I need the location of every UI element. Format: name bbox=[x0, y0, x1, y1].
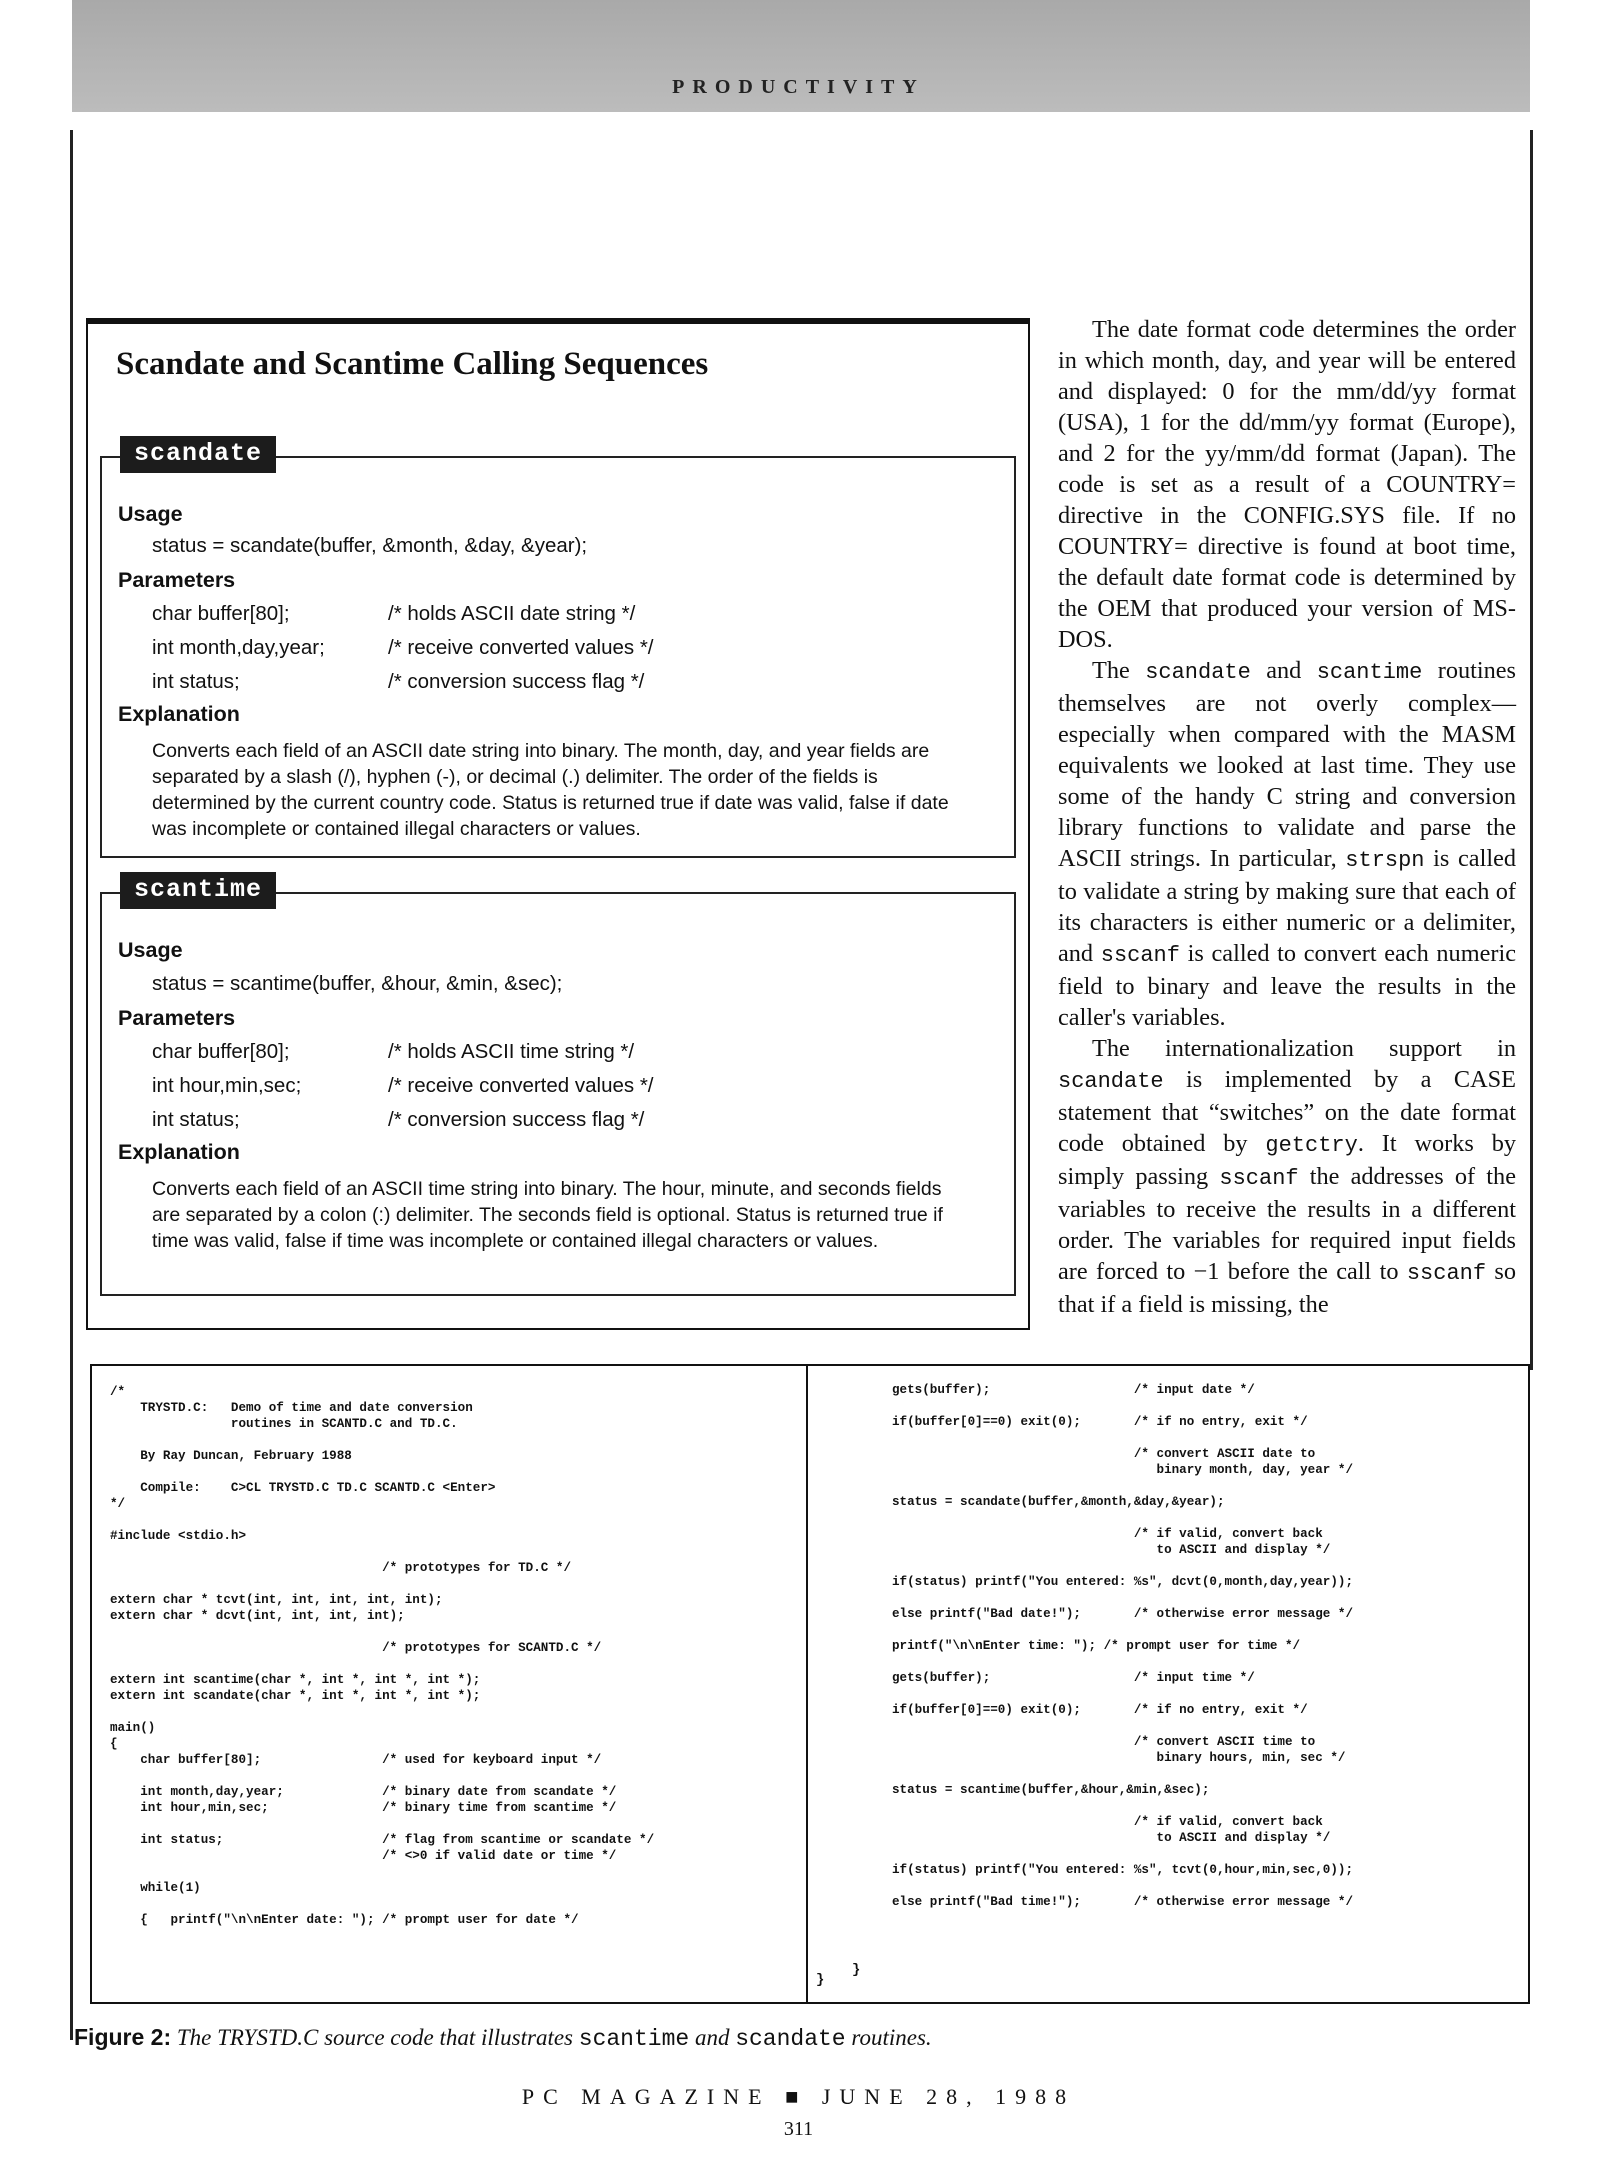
left-rule bbox=[70, 130, 73, 2040]
explanation-text: Converts each field of an ASCII time string into binary. The hour, minute, and seconds fields are separated by a colon (:) delimiter. The seconds field is optional. Status is returned true if time was valid, false if time was incomplete or contained illegal characters or values. bbox=[152, 1178, 943, 1252]
scandate-box bbox=[100, 439, 1016, 858]
param-decl: int month,day,year; bbox=[152, 636, 325, 659]
explanation-heading: Explanation bbox=[118, 1140, 240, 1164]
param-comment: /* holds ASCII time string */ bbox=[388, 1040, 635, 1063]
scantime-tab: scantime bbox=[120, 872, 276, 909]
scandate-tab: scandate bbox=[120, 436, 276, 473]
usage-text: status = scandate(buffer, &month, &day, &year); bbox=[152, 534, 588, 557]
usage-text: status = scantime(buffer, &hour, &min, &sec); bbox=[152, 972, 563, 995]
param-comment: /* receive converted values */ bbox=[388, 1074, 654, 1097]
closing-brace-inner: } bbox=[852, 1962, 861, 1978]
code-column-divider bbox=[806, 1364, 808, 2004]
article-paragraph: The scandate and scantime routines themselves are not overly complex—especially when compared with the MASM equivalents we looked at last time. They use some of the handy C string and conversion library functions to validate and parse the ASCII strings. In particular, strspn is called to validate a string by making sure that each of its characters is either numeric or a delimiter, and sscanf is called to convert each numeric field to binary and leave the results in the caller's variables. bbox=[1058, 657, 1517, 1031]
parameters-heading: Parameters bbox=[118, 568, 236, 592]
page-number: 311 bbox=[783, 2118, 814, 2140]
scantime-box bbox=[100, 875, 1016, 1296]
usage-heading: Usage bbox=[118, 502, 183, 526]
article-paragraph: The date format code determines the order in which month, day, and year will be entered and displayed: 0 for the mm/dd/yy format (USA), 1 for the dd/mm/yy format (Europe), and 2 for the yy/mm/dd format (Japan). The code is set as a result of a COUNTRY= directive in the CONFIG.SYS file. If no COUNTRY= directive is found at boot time, the default date format code is determined by the OEM that produced your version of MS-DOS. bbox=[1058, 316, 1516, 653]
param-decl: int status; bbox=[152, 670, 240, 693]
section-label: PRODUCTIVITY bbox=[672, 76, 925, 98]
parameters-heading: Parameters bbox=[118, 1006, 236, 1030]
closing-brace-outer: } bbox=[816, 1972, 825, 1988]
param-comment: /* conversion success flag */ bbox=[388, 1108, 645, 1131]
param-comment: /* receive converted values */ bbox=[388, 636, 654, 659]
param-decl: char buffer[80]; bbox=[152, 1040, 290, 1063]
param-decl: int hour,min,sec; bbox=[152, 1074, 302, 1097]
figure-caption: Figure 2: The TRYSTD.C source code that illustrates scantime and scandate routines. bbox=[74, 2024, 932, 2052]
article-paragraph: The internationalization support in scandate is implemented by a CASE statement that “switches” on the date format code obtained by getctry. It works by simply passing sscanf the addresses of the variables to receive the results in a different order. The variables for required input fields are forced to −1 before the call to sscanf so that if a field is missing, the bbox=[1058, 1035, 1517, 1318]
footer-publication: PC MAGAZINE ■ JUNE 28, 1988 bbox=[521, 2084, 1076, 2109]
code-listing-left: /* TRYSTD.C: Demo of time and date conversion routines in SCANTD.C and TD.C. By Ray Duncan, February 1988 Compile: C>CL TRYSTD.C TD.C SCANTD.C <Enter> */ #include <stdio.h> /* prototypes for TD.C */ extern char * tcvt(int, int, int, int, int); extern char * dcvt(int, int, int, int); /* prototypes for SCANTD.C */ extern int scantime(char *, int *, int *, int *); extern int scandate(char *, int *, int *, int *); main() { char buffer[80]; /* used for keyboard input */ int month,day,year; /* binary date from scandate */ int hour,min,sec; /* binary time from scantime */ int status; /* flag from scantime or scandate */ /* <>0 if valid date or time */ while(1) { printf("\n\nEnter date: "); /* prompt user for date */ bbox=[110, 1385, 655, 1927]
param-comment: /* conversion success flag */ bbox=[388, 670, 645, 693]
sidebar-title: Scandate and Scantime Calling Sequences bbox=[116, 346, 709, 382]
usage-heading: Usage bbox=[118, 938, 183, 962]
param-comment: /* holds ASCII date string */ bbox=[388, 602, 636, 625]
article-text bbox=[1058, 314, 1516, 1320]
param-decl: char buffer[80]; bbox=[152, 602, 290, 625]
explanation-text: Converts each field of an ASCII date string into binary. The month, day, and year fields are separated by a slash (/), hyphen (-), or decimal (.) delimiter. The order of the fields is determined by the current country code. Status is returned true if date was valid, false if date was incomplete or contained illegal characters or values. bbox=[152, 740, 949, 840]
right-rule bbox=[1530, 130, 1533, 1370]
param-decl: int status; bbox=[152, 1108, 240, 1131]
code-listing-right: gets(buffer); /* input date */ if(buffer[0]==0) exit(0); /* if no entry, exit */ /* convert ASCII date to binary month, day, year */ status = scandate(buffer,&month,&day,&year); /* if valid, convert back to ASCII and display */ if(status) printf("You entered: %s", dcvt(0,month,day,year)); else printf("Bad date!"); /* otherwise error message */ printf("\n\nEnter time: "); /* prompt user for time */ gets(buffer); /* input time */ if(buffer[0]==0) exit(0); /* if no entry, exit */ /* convert ASCII time to binary hours, min, sec */ status = scantime(buffer,&hour,&min,&sec); /* if valid, convert back to ASCII and display */ if(status) printf("You entered: %s", tcvt(0,hour,min,sec,0)); else printf("Bad time!"); /* otherwise error message */ bbox=[892, 1383, 1354, 1909]
explanation-heading: Explanation bbox=[118, 702, 240, 726]
